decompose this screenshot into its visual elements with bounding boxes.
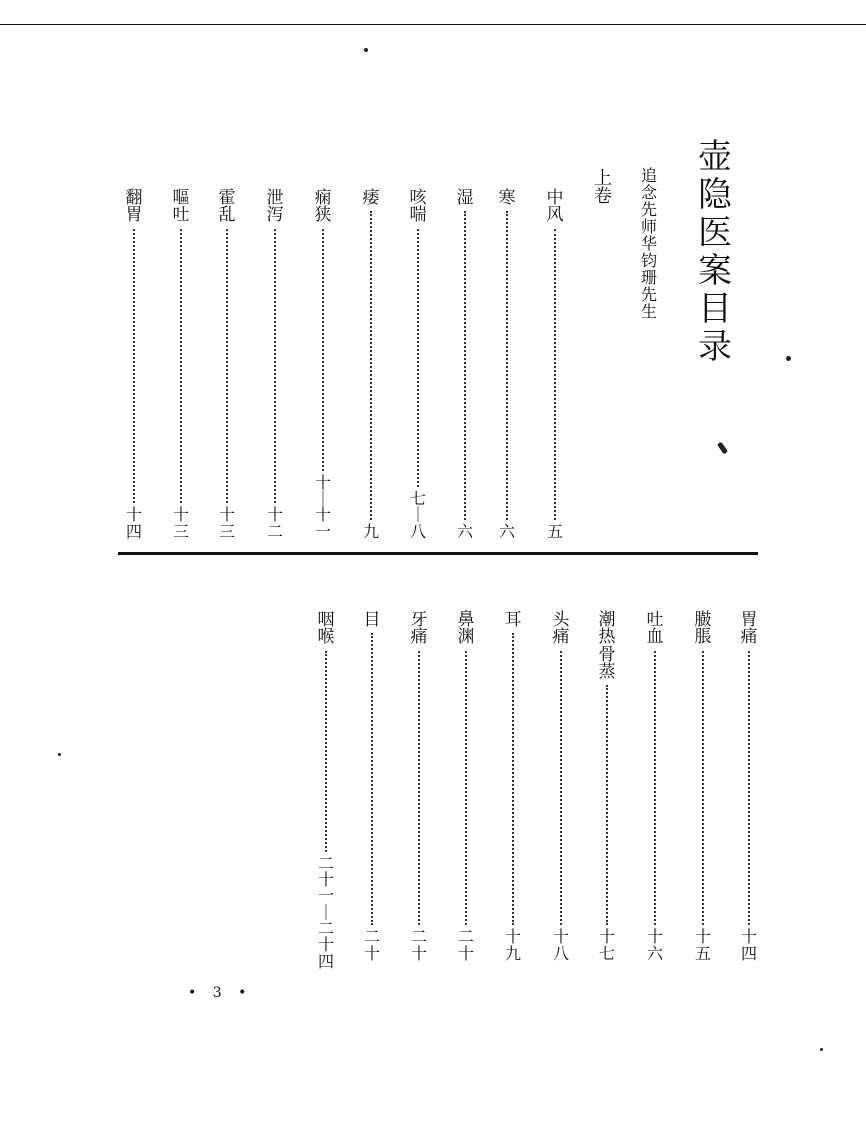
- toc-entry-label: 咳 喘: [409, 188, 427, 226]
- toc-entry-label: 吐 血: [646, 610, 664, 648]
- toc-entry-page: 六: [456, 521, 473, 541]
- toc-entry-label: 湿: [456, 188, 474, 208]
- toc-entry-label: 耳: [504, 610, 522, 630]
- toc-entry: [690, 612, 716, 962]
- toc-entry-label: 痫 狭: [314, 188, 332, 226]
- page-title: [693, 138, 737, 366]
- scan-speck: [820, 1048, 823, 1051]
- page-number-value: 3: [212, 985, 228, 1001]
- toc-entry: [542, 190, 568, 540]
- toc-entry-page: 十 四: [125, 505, 142, 541]
- dotted-leader: [554, 229, 556, 520]
- toc-entry: [168, 190, 194, 540]
- dotted-leader: [274, 229, 276, 504]
- dedication-text: 追 念 先 师 华 钧 珊 先 生: [640, 166, 657, 321]
- toc-entry-page: 十 三: [172, 505, 189, 541]
- scan-speck: [786, 356, 791, 361]
- dedication: [637, 168, 661, 321]
- top-rule: [0, 24, 866, 25]
- dotted-leader: [465, 651, 467, 926]
- toc-entry-label: 牙 痛: [410, 610, 428, 648]
- dotted-leader: [325, 651, 327, 852]
- toc-entry-page: 五: [546, 521, 563, 541]
- page-number: • 3 •: [188, 985, 253, 1001]
- toc-entry-page: 十 ｜ 十 一: [314, 472, 331, 541]
- toc-entry-label: 鼻 渊: [457, 610, 475, 648]
- toc-entry-page: 九: [362, 521, 379, 541]
- dotted-leader: [560, 651, 562, 926]
- toc-entry-label: 咽 喉: [317, 610, 335, 648]
- dotted-leader: [226, 229, 228, 504]
- dotted-leader: [418, 651, 420, 926]
- dotted-leader: [322, 229, 324, 471]
- toc-entry: [359, 612, 385, 962]
- toc-entry-label: 翻 胃: [125, 188, 143, 226]
- toc-entry: [313, 612, 339, 970]
- toc-entry-page: 十 六: [646, 927, 663, 963]
- toc-entry: [121, 190, 147, 540]
- toc-entry-label: 头 痛: [552, 610, 570, 648]
- toc-entry: [405, 190, 431, 540]
- toc-entry-page: 六: [498, 521, 515, 541]
- dotted-leader: [702, 651, 704, 926]
- toc-entry-page: 十 四: [740, 927, 757, 963]
- toc-entry: [500, 612, 526, 962]
- toc-entry-page: 二 十 一 ｜ 二 十 四: [317, 853, 334, 971]
- toc-entry-page: 十 八: [552, 927, 569, 963]
- toc-entry-label: 中 风: [546, 188, 564, 226]
- toc-entry-page: 十 五: [694, 927, 711, 963]
- toc-entry-page: 二 十: [410, 927, 427, 963]
- dotted-leader: [748, 651, 750, 926]
- toc-entry-label: 潮 热 骨 蒸: [598, 610, 616, 682]
- dotted-leader: [180, 229, 182, 504]
- dotted-leader: [654, 651, 656, 926]
- toc-entry-label: 霍 乱: [218, 188, 236, 226]
- toc-entry: [310, 190, 336, 540]
- section-divider: [118, 552, 758, 555]
- toc-entry: [262, 190, 288, 540]
- toc-entry-label: 目: [363, 610, 381, 630]
- dotted-leader: [606, 685, 608, 925]
- toc-entry-page: 二 十: [363, 927, 380, 963]
- toc-entry: [406, 612, 432, 962]
- toc-entry: [594, 612, 620, 962]
- toc-entry-label: 泄 泻: [266, 188, 284, 226]
- toc-entry-page: 十 二: [266, 505, 283, 541]
- page-title-text: 壶 隐 医 案 目 录: [698, 137, 732, 368]
- toc-entry-page: 二 十: [457, 927, 474, 963]
- dotted-leader: [464, 211, 466, 519]
- toc-entry-page: 十 七: [598, 927, 615, 963]
- toc-entry: [736, 612, 762, 962]
- toc-entry-label: 胃 痛: [740, 610, 758, 648]
- dotted-leader: [417, 229, 419, 487]
- scan-speck: [717, 442, 728, 455]
- toc-entry-page: 十 九: [504, 927, 521, 963]
- toc-entry-page: 十 三: [218, 505, 235, 541]
- scan-speck: [58, 753, 61, 756]
- dotted-leader: [512, 633, 514, 925]
- scan-speck: [364, 48, 368, 52]
- toc-entry: [453, 612, 479, 962]
- dotted-leader: [506, 211, 508, 519]
- toc-entry: [642, 612, 668, 962]
- toc-entry: [214, 190, 240, 540]
- volume-label: [590, 170, 616, 207]
- toc-entry-label: 嘔 吐: [172, 188, 190, 226]
- toc-entry: [548, 612, 574, 962]
- toc-entry-label: 臌 脹: [694, 610, 712, 648]
- toc-entry: [452, 190, 478, 540]
- toc-entry: [494, 190, 520, 540]
- dotted-leader: [371, 633, 373, 925]
- toc-entry-label: 寒: [498, 188, 516, 208]
- volume-label-text: 上 卷: [594, 168, 612, 208]
- toc-entry: [358, 190, 384, 540]
- dotted-leader: [370, 211, 372, 519]
- dotted-leader: [133, 229, 135, 504]
- toc-entry-page: 七 ｜ 八: [409, 489, 426, 541]
- toc-entry-label: 痿: [362, 188, 380, 208]
